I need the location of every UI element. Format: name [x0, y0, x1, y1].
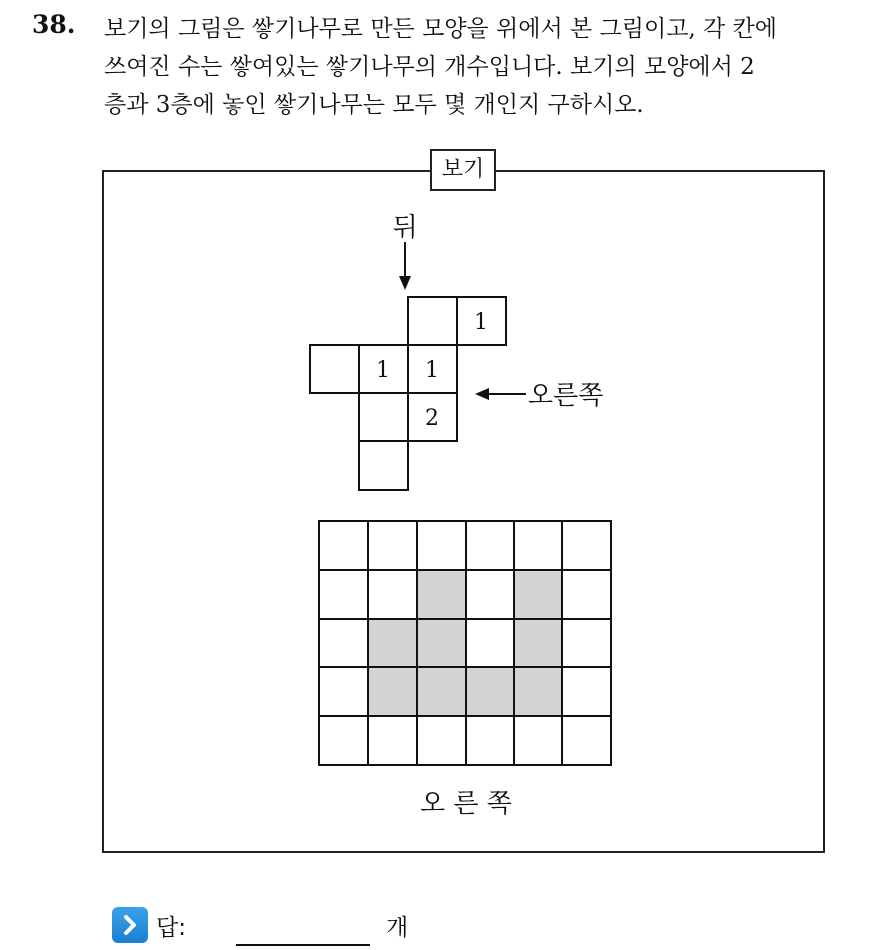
- shaded-cell: [417, 619, 466, 667]
- answer-row: [112, 905, 408, 945]
- shaded-cell: [368, 619, 417, 667]
- chevron-right-icon: [112, 907, 148, 943]
- back-label: 뒤: [392, 213, 418, 243]
- question-line: 쓰여진 수는 쌓여있는 쌓기나무의 개수입니다. 보기의 모양에서 2: [104, 54, 755, 80]
- top-view-cell: [310, 345, 359, 393]
- top-view-cell: [359, 441, 408, 490]
- question-line: 보기의 그림은 쌓기나무로 만든 모양을 위에서 본 그림이고, 각 칸에: [104, 16, 777, 42]
- top-view-cell: [408, 297, 457, 345]
- shaded-cell: [514, 619, 562, 667]
- side-view-grid: [319, 521, 611, 765]
- question-line: 층과 3층에 놓인 쌓기나무는 모두 몇 개인지 구하시오.: [104, 92, 644, 118]
- shaded-cell: [417, 667, 466, 716]
- cell-number: 1: [425, 358, 439, 383]
- answer-label: 답:: [156, 914, 186, 941]
- down-arrow-icon: [399, 242, 411, 290]
- left-arrow-icon: [475, 388, 526, 400]
- right-label: 오른쪽: [528, 381, 604, 411]
- shaded-cell: [368, 667, 417, 716]
- question-number: 38.: [32, 10, 76, 39]
- answer-blank[interactable]: [236, 914, 370, 946]
- shaded-cell: [514, 570, 562, 619]
- shaded-cell: [466, 667, 514, 716]
- side-view-label: 오 른 쪽: [420, 789, 512, 819]
- top-view-cell: [359, 393, 408, 441]
- cell-number: 1: [474, 310, 488, 335]
- cell-number: 2: [425, 406, 439, 431]
- shaded-cell: [417, 570, 466, 619]
- shaded-cell: [514, 667, 562, 716]
- cell-number: 1: [376, 358, 390, 383]
- answer-unit: 개: [385, 914, 409, 941]
- example-label: 보기: [430, 149, 496, 191]
